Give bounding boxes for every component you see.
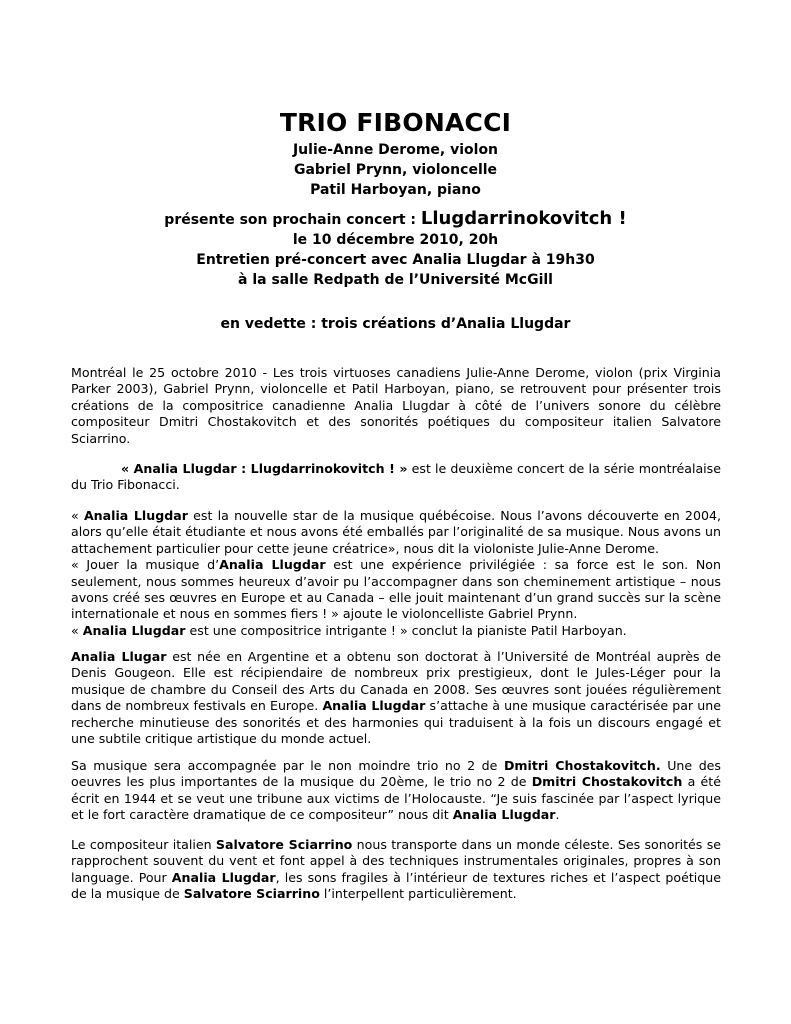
paragraph-sciarrino-text <box>71 837 721 903</box>
paragraph-chostakovitch <box>71 758 721 824</box>
text-segment: a été écrit en 1944 et se veut une tribune aux victims de l’Holocauste. “Je suis fascinée par l’aspect lyrique et le fort caractère dramatique de ce compositeur” nous dit <box>71 774 721 823</box>
paragraph-quotes <box>71 508 721 639</box>
quote-derome <box>71 508 721 557</box>
composer-name: Salvatore Sciarrino <box>215 837 353 852</box>
quote-text: est la nouvelle star de la musique québécoise. Nous l’avons découverte en 2004, alors qu’elle était étudiante et nous avons été emballés par l’originalité de sa musique. Nous avons un attachement particulier pour cette jeune créatrice», nous dit la violoniste Julie-Anne Derome. <box>71 508 721 556</box>
quote-text: est une expérience privilégiée : sa force est le son. Non seulement, nous sommes heureux d’avoir pu l’accompagner dans son cheminement artistique – nous avons créé ses œuvres en Europe et au Canada – elle jouit maintenant d’un grand succès sur la scène internationale et nous en sommes fiers ! » ajoute le violoncelliste Gabriel Prynn. <box>71 557 721 622</box>
text-segment: Sa musique sera accompagnée par le non moindre trio no 2 de <box>71 758 504 773</box>
text-segment: Une des oeuvres les plus importantes de la musique du 20ème, le trio no 2 de <box>71 758 721 790</box>
concert-name: Llugdarrinokovitch ! <box>420 208 627 229</box>
composer-name: Analia Llugdar <box>171 869 276 885</box>
member-cello: Gabriel Prynn, violoncelle <box>293 162 498 178</box>
composer-name: Dmitri Chostakovitch <box>531 774 683 790</box>
member-piano: Patil Harboyan, piano <box>310 182 481 198</box>
trio-members <box>0 140 791 200</box>
paragraph-biography <box>71 649 721 747</box>
text-segment: l’interpellent particulièrement. <box>319 886 517 902</box>
composer-name: Analia Llugdar <box>83 508 188 523</box>
series-title: « Analia Llugdar : Llugdarrinokovitch ! » <box>121 461 408 476</box>
text-segment: Le compositeur italien <box>71 837 216 852</box>
bio-text: est née en Argentine et a obtenu son doctorat à l’Université de Montréal auprès de Denis Gougeon. Elle est récipiendaire de nombreux prix prestigieux, dont le Jules-Léger pour la musique de chambre du Conseil des Arts du Canada en 2008. Ses œuvres sont jouées régulièrement dans de nombreux festivals en Europe. <box>71 649 721 714</box>
presents-prefix: présente son prochain concert : <box>164 212 421 228</box>
quote-open: « <box>71 508 84 523</box>
paragraph-sciarrino <box>71 837 721 903</box>
document-title: TRIO FIBONACCI <box>279 108 512 137</box>
composer-name: Analia Llugar <box>71 649 167 664</box>
bio-text: s’attache à une musique caractérisée par une recherche minutieuse des sonorités et des harmonies qui traduisent à la fois un discours engagé et une subtile critique artistique du monde actuel. <box>71 698 721 747</box>
quote-harboyan <box>71 623 721 639</box>
composer-name: Analia Llugdar <box>82 622 186 638</box>
concert-date: le 10 décembre 2010, 20h <box>292 232 499 248</box>
concert-announcement <box>0 209 791 290</box>
quote-text: est une compositrice intrigante ! » conclut la pianiste Patil Harboyan. <box>185 622 627 638</box>
composer-name: Dmitri Chostakovitch. <box>503 758 661 773</box>
paragraph-series-text <box>71 461 721 494</box>
paragraph-biography-text <box>71 649 721 747</box>
concert-venue: à la salle Redpath de l’Université McGill <box>238 272 553 288</box>
member-violin: Julie-Anne Derome, violon <box>292 142 499 158</box>
text-segment: , les sons fragiles à l’intérieur de textures riches et l’aspect poétique de la musique de <box>71 869 721 902</box>
composer-name: Salvatore Sciarrino <box>183 886 320 902</box>
preconcert-talk: Entretien pré-concert avec Analia Llugdar à 19h30 <box>196 252 595 268</box>
quote-prynn <box>71 557 721 623</box>
quote-open: « Jouer la musique d’ <box>71 557 220 573</box>
composer-name: Analia Llugdar <box>322 698 426 714</box>
text-segment: . <box>555 807 560 823</box>
series-rest: est le deuxième concert de la série montréalaise du Trio Fibonacci. <box>71 461 721 493</box>
presents-line <box>0 209 791 230</box>
paragraph-intro-text: Montréal le 25 octobre 2010 - Les trois virtuoses canadiens Julie-Anne Derome, violon (prix Virginia Parker 2003), Gabriel Prynn, violoncelle et Patil Harboyan, piano, se retrouvent pour présenter trois créations de la compositrice canadienne Analia Llugdar à côté de l’univers sonore du célèbre compositeur Dmitri Chostakovitch et des sonorités poétiques du compositeur italien Salvatore Sciarrino. <box>71 365 721 446</box>
composer-name: Analia Llugdar <box>219 557 326 573</box>
composer-name: Analia Llugdar <box>452 807 556 823</box>
text-segment: nous transporte dans un monde céleste. Ses sonorités se rapprochent souvent du vent et font appel à des techniques instrumentales originales, propres à son language. Pour <box>71 837 722 885</box>
paragraph-chostakovitch-text <box>71 758 721 824</box>
paragraph-intro <box>71 365 721 447</box>
featured-line: en vedette : trois créations d’Analia Llugdar <box>220 316 571 332</box>
quote-open: « <box>71 622 83 638</box>
paragraph-series <box>71 461 721 494</box>
